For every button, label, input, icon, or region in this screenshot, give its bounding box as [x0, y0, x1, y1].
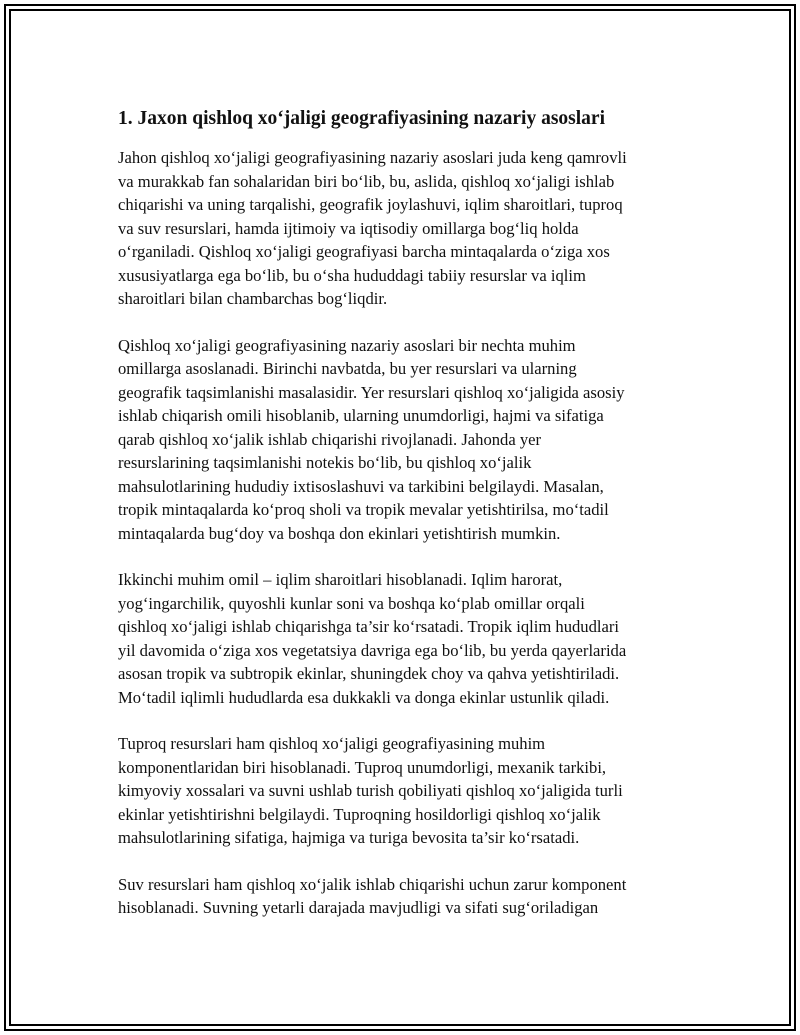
paragraph-line: xususiyatlarga ega bo‘lib, bu o‘sha hududdagi tabiiy resurslar va iqlim	[118, 265, 586, 285]
paragraph-line: Ikkinchi muhim omil – iqlim sharoitlari hisoblanadi. Iqlim harorat,	[118, 570, 563, 589]
paragraph-line: o‘rganiladi. Qishloq xo‘jaligi geografiyasi barcha mintaqalarda o‘ziga xos	[118, 242, 610, 261]
section-heading: 1. Jaxon qishloq xo‘jaligi geografiyasining nazariy asoslari	[118, 108, 605, 129]
document-body	[118, 107, 698, 943]
paragraph	[118, 568, 698, 709]
paragraph-line: Tuproq resurslari ham qishloq xo‘jaligi geografiyasining muhim	[118, 734, 546, 753]
paragraph-line: mahsulotlarining hududiy ixtisoslashuvi va tarkibini belgilaydi. Masalan,	[118, 476, 604, 496]
paragraph-line: omillarga asoslanadi. Birinchi navbatda, bu yer resurslari va ularning	[118, 359, 577, 378]
paragraph-line: tropik mintaqalarda ko‘proq sholi va tropik mevalar yetishtirilsa, mo‘tadil	[118, 500, 609, 519]
paragraph-line: ekinlar yetishtirishni belgilaydi. Tuproqning hosildorligi qishloq xo‘jalik	[118, 804, 601, 824]
paragraph-line: yog‘ingarchilik, quyoshli kunlar soni va boshqa ko‘plab omillar orqali	[118, 593, 585, 613]
paragraph-line: asosan tropik va subtropik ekinlar, shuningdek choy va qahva yetishtiriladi.	[118, 664, 620, 683]
paragraph-line: va murakkab fan sohalaridan biri bo‘lib, bu, aslida, qishloq xo‘jaligi ishlab	[118, 171, 615, 191]
paragraph	[118, 732, 698, 850]
paragraph-line: geografik taqsimlanishi masalasidir. Yer resurslari qishloq xo‘jaligida asosiy	[118, 382, 625, 402]
page-border-frame	[9, 9, 791, 1026]
paragraph-line: mintaqalarda bug‘doy va boshqa don ekinlari yetishtirish mumkin.	[118, 523, 561, 543]
paragraph-line: kimyoviy xossalari va suvni ushlab turish qobiliyati qishloq xo‘jaligida turli	[118, 781, 623, 800]
paragraph-line: sharoitlari bilan chambarchas bog‘liqdir.	[118, 289, 388, 308]
paragraph-line: resurslarining taqsimlanishi notekis bo‘lib, bu qishloq xo‘jalik	[118, 453, 532, 472]
paragraph-line: Suv resurslari ham qishloq xo‘jalik ishlab chiqarishi uchun zarur komponent	[118, 874, 627, 894]
paragraph	[118, 146, 698, 311]
paragraph-line: chiqarishi va uning tarqalishi, geografik joylashuvi, iqlim sharoitlari, tuproq	[118, 195, 623, 214]
paragraph	[118, 873, 698, 920]
paragraph-line: hisoblanadi. Suvning yetarli darajada mavjudligi va sifati sug‘oriladigan	[118, 898, 599, 917]
paragraph-line: Jahon qishloq xo‘jaligi geografiyasining nazariy asoslari juda keng qamrovli	[118, 148, 627, 167]
paragraph-line: ishlab chiqarish omili hisoblanib, ularning unumdorligi, hajmi va sifatiga	[118, 406, 604, 425]
paragraph-list	[118, 146, 698, 920]
paragraph-line: Qishloq xo‘jaligi geografiyasining nazariy asoslari bir nechta muhim	[118, 335, 576, 355]
paragraph	[118, 334, 698, 546]
paragraph-line: mahsulotlarining sifatiga, hajmiga va turiga bevosita ta’sir ko‘rsatadi.	[118, 828, 580, 847]
paragraph-line: qarab qishloq xo‘jalik ishlab chiqarishi rivojlanadi. Jahonda yer	[118, 429, 542, 449]
paragraph-line: Mo‘tadil iqlimli hududlarda esa dukkakli va donga ekinlar ustunlik qiladi.	[118, 687, 610, 707]
paragraph-line: qishloq xo‘jaligi ishlab chiqarishga ta’sir ko‘rsatadi. Tropik iqlim hududlari	[118, 617, 619, 636]
paragraph-line: va suv resurslari, hamda ijtimoiy va iqtisodiy omillarga bog‘liq holda	[118, 218, 579, 238]
paragraph-line: yil davomida o‘ziga xos vegetatsiya davriga ega bo‘lib, bu yerda qayerlarida	[118, 640, 627, 660]
paragraph-line: komponentlaridan biri hisoblanadi. Tuproq unumdorligi, mexanik tarkibi,	[118, 757, 607, 777]
